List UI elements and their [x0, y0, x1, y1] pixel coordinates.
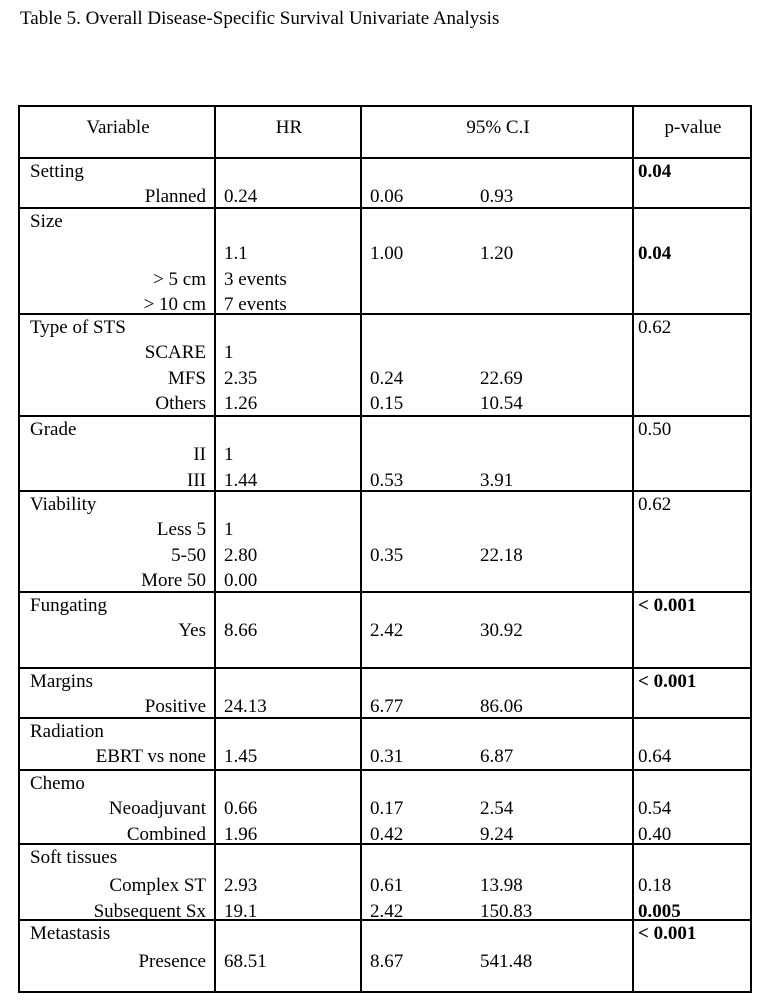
row-label: Presence: [138, 951, 206, 972]
p-value: 0.62: [638, 494, 672, 515]
ci-upper: 22.69: [480, 367, 523, 389]
p-value: < 0.001: [638, 923, 697, 944]
hr-value: 1: [224, 519, 234, 540]
p-value: 0.04: [638, 161, 672, 182]
group-name: Viability: [30, 494, 97, 515]
ci-upper: 22.18: [480, 544, 523, 566]
header-pvalue: p-value: [664, 117, 722, 138]
hr-value: 1.26: [224, 393, 258, 414]
ci-lower: 6.77: [370, 696, 404, 717]
hr-value: 1.96: [224, 823, 258, 845]
hr-value: 8.66: [224, 620, 258, 641]
ci-upper: 86.06: [480, 696, 523, 717]
row-label: Complex ST: [109, 875, 206, 896]
group-name: Size: [30, 211, 63, 232]
p-value: 0.005: [638, 900, 681, 922]
group-name: Metastasis: [30, 923, 111, 944]
column-divider: [214, 107, 216, 991]
hr-value: 1: [224, 342, 234, 363]
group-divider: [20, 591, 750, 593]
group-divider: [20, 717, 750, 719]
p-value: 0.62: [638, 317, 672, 338]
ci-lower: 0.42: [370, 823, 404, 845]
ci-upper: 3.91: [480, 469, 514, 491]
ci-upper: 30.92: [480, 620, 523, 641]
row-label: Combined: [126, 823, 206, 845]
row-label: Neoadjuvant: [108, 798, 206, 819]
row-label: Less 5: [156, 519, 206, 540]
ci-upper: 10.54: [480, 393, 523, 414]
hr-value: 2.93: [224, 875, 258, 896]
row-label: > 10 cm: [143, 294, 206, 315]
ci-lower: 0.31: [370, 746, 404, 767]
group-divider: [20, 207, 750, 209]
ci-lower: 2.42: [370, 900, 404, 922]
p-value: 0.50: [638, 419, 672, 440]
group-name: Type of STS: [30, 317, 126, 338]
row-label: More 50: [141, 570, 206, 591]
group-name: Margins: [30, 671, 93, 692]
ci-lower: 0.15: [370, 393, 404, 414]
hr-value: 2.35: [224, 367, 258, 389]
data-table: [18, 105, 752, 993]
hr-value: 1: [224, 444, 234, 465]
p-value: 0.54: [638, 798, 672, 819]
row-label: SCARE: [144, 342, 206, 363]
ci-lower: 0.17: [370, 798, 404, 819]
hr-value: 24.13: [224, 696, 267, 717]
ci-lower: 1.00: [370, 243, 404, 264]
group-divider: [20, 313, 750, 315]
table-title: Table 5. Overall Disease-Specific Survival Univariate Analysis: [20, 8, 500, 29]
ci-lower: 2.42: [370, 620, 404, 641]
p-value: 0.04: [638, 243, 672, 264]
row-label: II: [193, 444, 206, 465]
row-label: EBRT vs none: [95, 746, 206, 767]
hr-value: 7 events: [224, 294, 287, 315]
group-divider: [20, 769, 750, 771]
hr-value: 19.1: [224, 900, 258, 922]
header-variable: Variable: [86, 117, 150, 138]
hr-value: 0.00: [224, 570, 258, 591]
row-label: 5-50: [171, 544, 206, 566]
group-divider: [20, 415, 750, 417]
ci-upper: 150.83: [480, 900, 533, 922]
hr-value: 2.80: [224, 544, 258, 566]
row-label: Planned: [144, 186, 206, 207]
row-label: > 5 cm: [153, 268, 206, 290]
row-label: Yes: [178, 620, 206, 641]
p-value: 0.64: [638, 746, 672, 767]
header-ci: 95% C.I: [466, 117, 530, 138]
column-divider: [632, 107, 634, 991]
p-value: < 0.001: [638, 595, 697, 616]
group-divider: [20, 919, 750, 921]
hr-value: 3 events: [224, 268, 287, 290]
header-divider: [20, 157, 750, 159]
p-value: 0.40: [638, 823, 672, 845]
hr-value: 0.24: [224, 186, 258, 207]
group-divider: [20, 667, 750, 669]
column-divider: [360, 107, 362, 991]
group-divider: [20, 843, 750, 845]
row-label: Subsequent Sx: [93, 900, 206, 922]
ci-lower: 0.35: [370, 544, 404, 566]
p-value: 0.18: [638, 875, 672, 896]
ci-lower: 0.06: [370, 186, 404, 207]
ci-upper: 9.24: [480, 823, 514, 845]
ci-upper: 541.48: [480, 951, 533, 972]
row-label: Others: [155, 393, 206, 414]
group-name: Radiation: [30, 721, 104, 742]
ci-lower: 0.24: [370, 367, 404, 389]
hr-value: 1.44: [224, 469, 258, 491]
row-label: MFS: [167, 367, 206, 389]
ci-upper: 1.20: [480, 243, 514, 264]
group-name: Chemo: [30, 773, 85, 794]
hr-value: 0.66: [224, 798, 258, 819]
ci-lower: 8.67: [370, 951, 404, 972]
hr-value: 1.45: [224, 746, 258, 767]
ci-upper: 0.93: [480, 186, 514, 207]
group-divider: [20, 490, 750, 492]
ci-lower: 0.53: [370, 469, 404, 491]
group-name: Fungating: [30, 595, 108, 616]
ci-upper: 2.54: [480, 798, 514, 819]
group-name: Soft tissues: [30, 847, 118, 868]
hr-value: 68.51: [224, 951, 267, 972]
group-name: Setting: [30, 161, 84, 182]
group-name: Grade: [30, 419, 77, 440]
row-label: Positive: [144, 696, 206, 717]
header-hr: HR: [275, 117, 303, 138]
ci-upper: 6.87: [480, 746, 514, 767]
hr-value: 1.1: [224, 243, 248, 264]
p-value: < 0.001: [638, 671, 697, 692]
ci-lower: 0.61: [370, 875, 404, 896]
ci-upper: 13.98: [480, 875, 523, 896]
row-label: III: [187, 469, 206, 491]
